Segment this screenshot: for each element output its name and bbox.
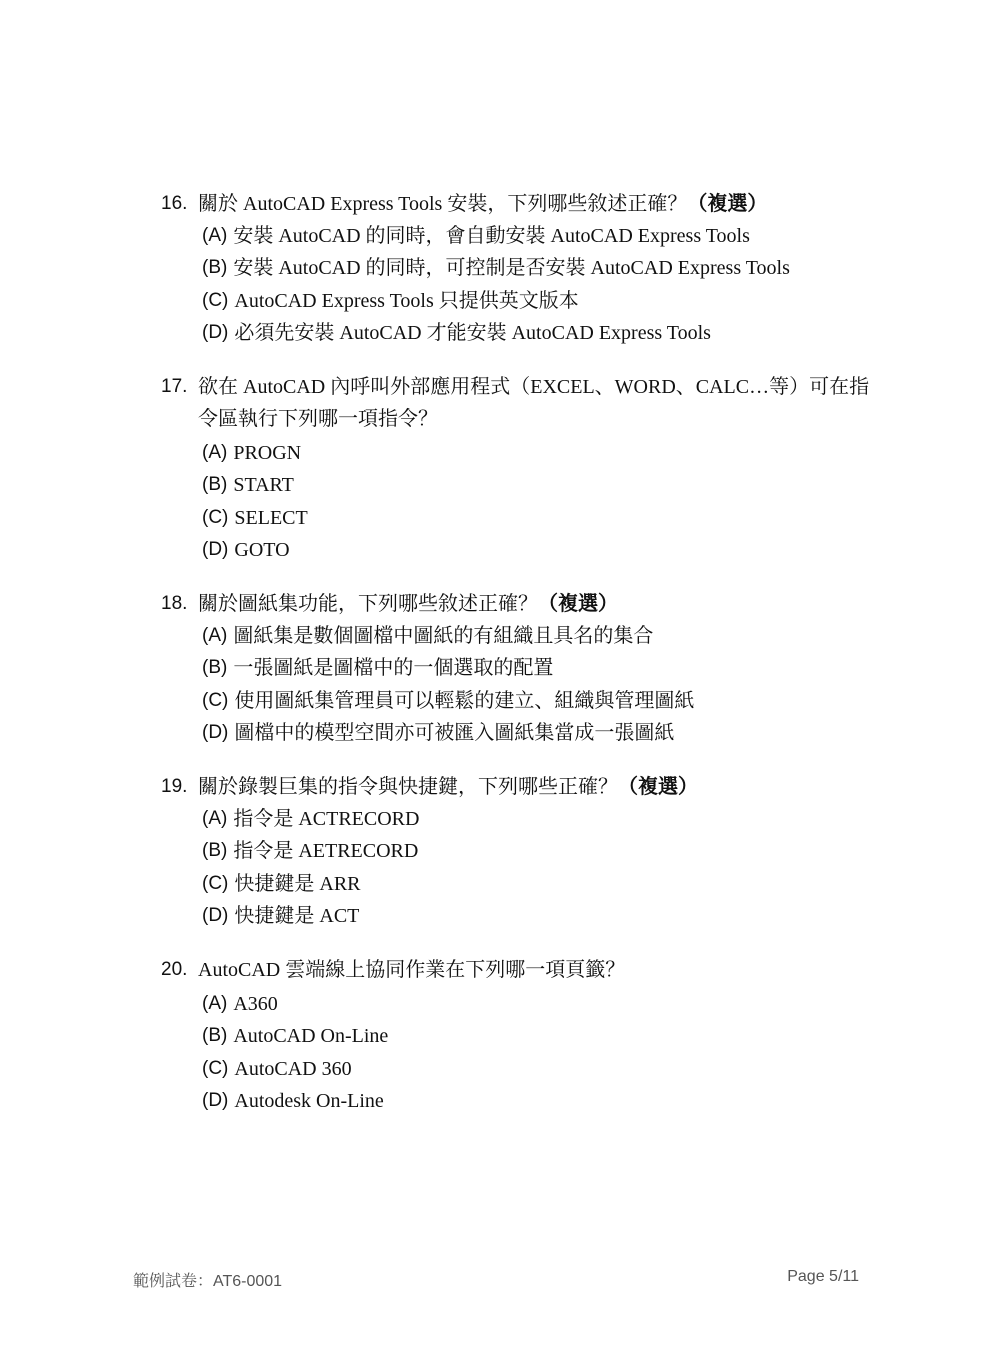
- question-stem: [161, 954, 881, 986]
- option-text: 安裝 AutoCAD 的同時，會自動安裝 AutoCAD Express Tools: [233, 225, 750, 247]
- option-label: (D): [202, 539, 229, 561]
- option-label: (A): [202, 225, 228, 246]
- option-label: (B): [202, 257, 228, 279]
- option-a: [202, 988, 881, 1020]
- question-number: 17.: [161, 376, 188, 397]
- option-b: [202, 469, 881, 501]
- option-d: [202, 534, 881, 566]
- option-label: (B): [202, 474, 228, 496]
- option-label: (D): [202, 1090, 229, 1112]
- option-a: [202, 220, 881, 252]
- option-text: START: [233, 474, 294, 497]
- option-text: AutoCAD Express Tools 只提供英文版本: [234, 289, 579, 312]
- question-17: [161, 371, 881, 567]
- option-text: 快捷鍵是 ACT: [234, 905, 360, 928]
- option-label: (D): [202, 905, 229, 927]
- option-c: [202, 502, 881, 534]
- option-b: [202, 652, 881, 684]
- question-number: 20.: [161, 959, 188, 980]
- question-text: AutoCAD 雲端線上協同作業在下列哪一項頁籤？: [198, 959, 626, 981]
- option-label: (C): [202, 689, 229, 711]
- option-text: 安裝 AutoCAD 的同時，可控制是否安裝 AutoCAD Express Tools: [233, 257, 790, 280]
- question-text: 關於 AutoCAD Express Tools 安裝，下列哪些敘述正確？: [198, 193, 688, 215]
- option-list: [202, 220, 881, 350]
- option-d: [202, 1085, 881, 1117]
- option-label: (A): [202, 442, 228, 463]
- option-label: (B): [202, 1025, 228, 1047]
- question-stem: [161, 588, 881, 620]
- question-18: [161, 588, 881, 750]
- option-text: 指令是 AETRECORD: [233, 840, 419, 863]
- option-label: (C): [202, 289, 229, 311]
- option-label: (C): [202, 506, 229, 528]
- question-stem: [161, 188, 881, 220]
- option-text: Autodesk On-Line: [234, 1090, 384, 1113]
- option-c: [202, 285, 881, 317]
- option-text: AutoCAD On-Line: [233, 1025, 389, 1048]
- multi-select-tag: （複選）: [687, 193, 768, 215]
- option-d: [202, 317, 881, 349]
- option-list: [202, 988, 881, 1118]
- option-a: [202, 620, 881, 652]
- option-list: [202, 803, 881, 933]
- question-text: 欲在 AutoCAD 內呼叫外部應用程式（EXCEL、WORD、CALC…等）可在指令區執行下列哪一項指令？: [198, 376, 870, 430]
- option-d: [202, 717, 881, 749]
- option-text: 使用圖紙集管理員可以輕鬆的建立、組織與管理圖紙: [234, 689, 695, 712]
- question-19: [161, 771, 881, 933]
- option-label: (B): [202, 657, 228, 679]
- option-d: [202, 900, 881, 932]
- option-c: [202, 1053, 881, 1085]
- footer-page-number: Page 5/11: [787, 1268, 859, 1285]
- question-16: [161, 188, 881, 350]
- footer-exam-id: 範例試卷：AT6-0001: [133, 1273, 283, 1290]
- option-list: [202, 620, 881, 750]
- option-label: (B): [202, 840, 228, 862]
- multi-select-tag: （複選）: [618, 776, 698, 798]
- question-stem: [161, 771, 881, 803]
- multi-select-tag: （複選）: [538, 593, 618, 615]
- option-label: (A): [202, 625, 228, 646]
- option-text: 圖紙集是數個圖檔中圖紙的有組織且具名的集合: [233, 625, 654, 647]
- option-text: 快捷鍵是 ARR: [234, 872, 361, 895]
- option-text: 必須先安裝 AutoCAD 才能安裝 AutoCAD Express Tools: [234, 322, 711, 345]
- option-b: [202, 835, 881, 867]
- option-c: [202, 685, 881, 717]
- option-label: (A): [202, 808, 228, 829]
- option-c: [202, 868, 881, 900]
- option-label: (D): [202, 322, 229, 344]
- option-b: [202, 252, 881, 284]
- option-label: (C): [202, 1057, 229, 1079]
- option-list: [202, 437, 881, 567]
- option-text: 圖檔中的模型空間亦可被匯入圖紙集當成一張圖紙: [234, 722, 675, 745]
- question-number: 16.: [161, 193, 188, 214]
- question-20: [161, 954, 881, 1118]
- option-text: GOTO: [234, 539, 290, 562]
- option-label: (D): [202, 722, 229, 744]
- question-text: 關於錄製巨集的指令與快捷鍵，下列哪些正確？: [198, 776, 618, 798]
- option-text: AutoCAD 360: [234, 1057, 352, 1080]
- question-stem: [161, 371, 881, 435]
- option-text: PROGN: [233, 442, 302, 464]
- question-number: 19.: [161, 776, 188, 797]
- option-a: [202, 803, 881, 835]
- option-label: (A): [202, 993, 228, 1014]
- question-text: 關於圖紙集功能，下列哪些敘述正確？: [198, 593, 538, 615]
- option-text: A360: [233, 993, 278, 1015]
- question-number: 18.: [161, 593, 188, 614]
- option-text: 一張圖紙是圖檔中的一個選取的配置: [233, 657, 554, 680]
- option-text: 指令是 ACTRECORD: [233, 808, 420, 830]
- option-a: [202, 437, 881, 469]
- option-b: [202, 1020, 881, 1052]
- option-text: SELECT: [234, 506, 308, 529]
- option-label: (C): [202, 872, 229, 894]
